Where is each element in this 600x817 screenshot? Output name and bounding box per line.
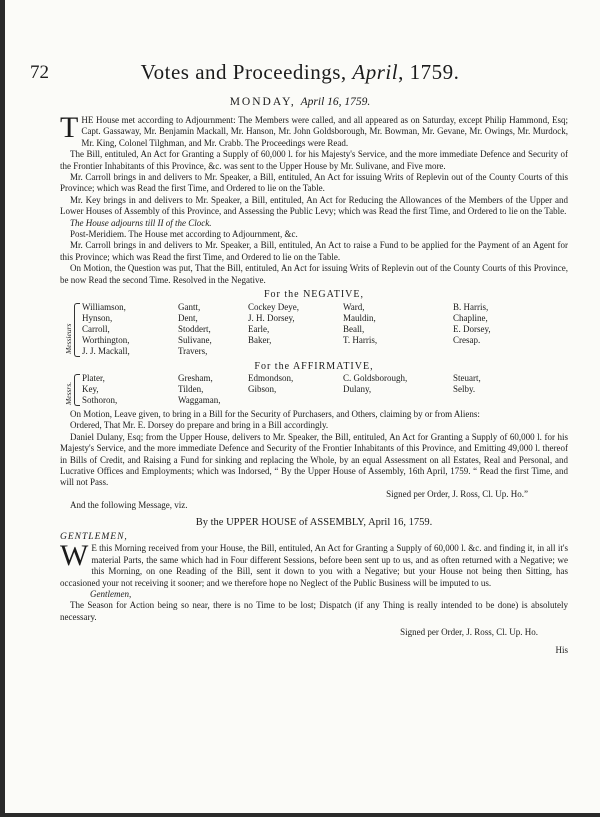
negative-member-name: J. J. Mackall, bbox=[82, 345, 130, 356]
negative-member-name bbox=[343, 346, 453, 357]
negative-member-name: Cockey Deye, bbox=[248, 301, 299, 312]
affirmative-member-name bbox=[248, 395, 343, 406]
negative-row bbox=[60, 313, 568, 324]
affirmative-member-name: Key, bbox=[82, 383, 99, 394]
paragraph-supply-bill: The Bill, entituled, An Act for Granting a Supply of 60,000 l. for his Majesty's Service, and the more immediate Defence and Security of the Frontier Inhabitants of this Province, &c. was sent to the Upper House by Mr. Sulivane, and Five more. bbox=[60, 149, 568, 171]
affirmative-row bbox=[60, 373, 568, 384]
endorsement-signature bbox=[60, 489, 568, 500]
paragraph-following-message: And the following Message, viz. bbox=[70, 500, 188, 511]
affirmative-member-name: Gresham, bbox=[178, 372, 213, 383]
negative-row bbox=[60, 324, 568, 335]
document-body bbox=[60, 111, 568, 656]
negative-member-name: Ward, bbox=[343, 301, 365, 312]
message-gentlemen: Gentlemen, bbox=[90, 589, 132, 599]
affirmative-member-name: Dulany, bbox=[343, 383, 372, 394]
affirmative-member-name: Sothoron, bbox=[82, 394, 118, 405]
running-head bbox=[30, 60, 570, 85]
negative-bracket bbox=[74, 303, 80, 357]
negative-vote-table bbox=[60, 302, 568, 358]
paragraph-post-meridiem: Post-Meridiem. The House met according to Adjournment, &c. bbox=[70, 229, 298, 240]
message-drop-cap: W bbox=[60, 539, 89, 573]
negative-member-name: E. Dorsey, bbox=[453, 323, 491, 334]
negative-rows bbox=[60, 302, 568, 357]
affirmative-bracket bbox=[74, 374, 80, 406]
affirmative-member-name bbox=[453, 395, 563, 406]
negative-member-name: Cresap. bbox=[453, 334, 481, 345]
affirmative-member-name: Steuart, bbox=[453, 372, 481, 383]
message-signature: Signed per Order, J. Ross, Cl. Up. Ho. bbox=[400, 627, 538, 638]
negative-row bbox=[60, 302, 568, 313]
paragraph-order-dorsey: Ordered, That Mr. E. Dorsey do prepare and bring in a Bill accordingly. bbox=[70, 420, 329, 431]
affirmative-member-name: Edmondson, bbox=[248, 372, 294, 383]
paragraph-allowances-bill: Mr. Key brings in and delivers to Mr. Speaker, a Bill, entituled, An Act for Reducing the Allowances of the Members of the Upper and Lower Houses of Assembly of this Province, and Assessing the Public Levy; which was Read the first Time, and Ordered to lie on the Table. bbox=[60, 194, 568, 217]
affirmative-side-label: Messrs. bbox=[64, 381, 73, 405]
negative-member-name: T. Harris, bbox=[343, 334, 378, 345]
negative-member-name: Gantt, bbox=[178, 301, 201, 312]
negative-side-label: Messieurs bbox=[64, 323, 73, 354]
negative-member-name: Baker, bbox=[248, 334, 272, 345]
affirmative-row bbox=[60, 395, 568, 406]
negative-member-name: Sulivane, bbox=[178, 334, 212, 345]
session-date bbox=[0, 96, 600, 108]
negative-member-name: Earle, bbox=[248, 323, 270, 334]
paragraph-attendance bbox=[60, 111, 568, 149]
session-date-text: April 16, 1759. bbox=[300, 96, 371, 108]
affirmative-member-name: Plater, bbox=[82, 372, 105, 383]
scan-edge-bottom bbox=[0, 813, 600, 817]
affirmative-rows bbox=[60, 373, 568, 406]
affirmative-row bbox=[60, 384, 568, 395]
negative-member-name: Williamson, bbox=[82, 301, 126, 312]
affirmative-member-name: Waggaman, bbox=[178, 394, 221, 405]
affirmative-heading: For the AFFIRMATIVE, bbox=[254, 360, 374, 372]
message-text: E this Morning received from your House, the Bill, entituled, An Act for Granting a Supply of 60,000 l. &c. and finding it, in all it's material Parts, the same which had in Four different Sessions, before been sent up to us, and as often returned with a Negative; we this Morning, on one Reading of the Bill, sent it down to you with a Negative; but your House not being then Sitting, has occasioned your not receiving it sooner; and we therefore hope no Neglect of the Public Business will be imputed to us. bbox=[60, 543, 568, 588]
negative-member-name: Travers, bbox=[178, 345, 208, 356]
paragraph-aliens-motion: On Motion, Leave given, to bring in a Bill for the Security of Purchasers, and Others, claiming by or from Aliens: bbox=[70, 408, 480, 419]
affirmative-member-name: C. Goldsborough, bbox=[343, 372, 408, 383]
negative-member-name: Hynson, bbox=[82, 312, 113, 323]
affirmative-member-name: Gibson, bbox=[248, 383, 277, 394]
negative-member-name: Mauldin, bbox=[343, 312, 376, 323]
affirmative-member-name bbox=[343, 395, 453, 406]
negative-member-name: Chapline, bbox=[453, 312, 488, 323]
paragraph-replevin-bill: Mr. Carroll brings in and delivers to Mr. Speaker, a Bill, entituled, An Act for issuing Writs of Replevin out of the County Courts of this Province; which was Read the first Time, and Ordered to lie on the Table. bbox=[60, 172, 568, 194]
running-head-year: , 1759. bbox=[398, 60, 460, 84]
negative-member-name: J. H. Dorsey, bbox=[248, 312, 295, 323]
paragraph-motion-question: On Motion, the Question was put, That the Bill, entituled, An Act for issuing Writs of Replevin out of the County Courts of this Province, be now Read the second Time. Resolved in the Negative. bbox=[60, 263, 568, 285]
paragraph-agent-fund-bill: Mr. Carroll brings in and delivers to Mr. Speaker, a Bill, entituled, An Act to raise a Fund to be applied for the Payment of an Agent for this Province; which was Read the first Time, and Ordered to lie on the Table. bbox=[60, 240, 568, 262]
negative-member-name: Dent, bbox=[178, 312, 198, 323]
affirmative-member-name: Tilden, bbox=[178, 383, 204, 394]
negative-heading: For the NEGATIVE, bbox=[263, 289, 365, 301]
negative-member-name bbox=[248, 346, 343, 357]
page-header bbox=[30, 60, 570, 90]
page-number: 72 bbox=[30, 62, 49, 83]
negative-member-name bbox=[453, 346, 563, 357]
negative-member-name: Worthington, bbox=[82, 334, 130, 345]
salutation: GENTLEMEN, bbox=[60, 531, 128, 542]
paragraph-adjourn: The House adjourns till II of the Clock. bbox=[70, 217, 212, 228]
catchword: His bbox=[555, 644, 568, 655]
running-head-month: April bbox=[352, 60, 399, 84]
endorsement-signature-text: Signed per Order, J. Ross, Cl. Up. Ho.” bbox=[386, 488, 528, 499]
negative-member-name: Carroll, bbox=[82, 323, 110, 334]
paragraph-text: HE House met according to Adjournment: The Members were called, and all appeared as on Saturday, except Philip Hammond, Esq; Capt. Gassaway, Mr. Benjamin Mackall, Mr. Hanson, Mr. John Goldsborough, Mr. Bowman, Mr. Gevane, Mr. Owings, Mr. Murdock, Mr. King, Colonel Tilghman, and Mr. Crabb. The Proceedings were Read. bbox=[81, 115, 568, 148]
negative-member-name: B. Harris, bbox=[453, 301, 489, 312]
message-season: The Season for Action being so near, there is no Time to be lost; Dispatch (if any Thing is really intended to be done) is absolutely necessary. bbox=[60, 600, 568, 622]
negative-row bbox=[60, 335, 568, 346]
negative-member-name: Stoddert, bbox=[178, 323, 211, 334]
session-day: MONDAY, bbox=[229, 96, 301, 108]
drop-cap: T bbox=[60, 111, 79, 144]
scan-edge-left bbox=[0, 0, 5, 817]
paragraph-dulany-delivery: Daniel Dulany, Esq; from the Upper House, delivers to Mr. Speaker, the Bill, entituled, An Act for Granting a Supply of 60,000 l. for his Majesty's Service, and the more immediate Defence and Security of the Frontier Inhabitants of this Province, and Emitting 49,000 l. thereof in Bills of Credit, and Raising a Fund for sinking and replacing the Whole, by an equal Assessment on all Estates, Real and Personal, and Lucrative Offices and Employments; which was Indorsed, “ By the Upper House of Assembly, 16th April, 1759. “ Read the first Time, and will not Pass. bbox=[60, 431, 568, 488]
negative-member-name: Beall, bbox=[343, 323, 365, 334]
affirmative-member-name: Selby. bbox=[453, 383, 476, 394]
negative-row bbox=[60, 346, 568, 357]
message-paragraph bbox=[60, 539, 568, 589]
affirmative-vote-table bbox=[60, 373, 568, 407]
upper-house-heading: By the UPPER HOUSE of ASSEMBLY, April 16, 1759. bbox=[195, 516, 433, 528]
running-head-left: Votes and Proceedings, bbox=[140, 60, 353, 84]
